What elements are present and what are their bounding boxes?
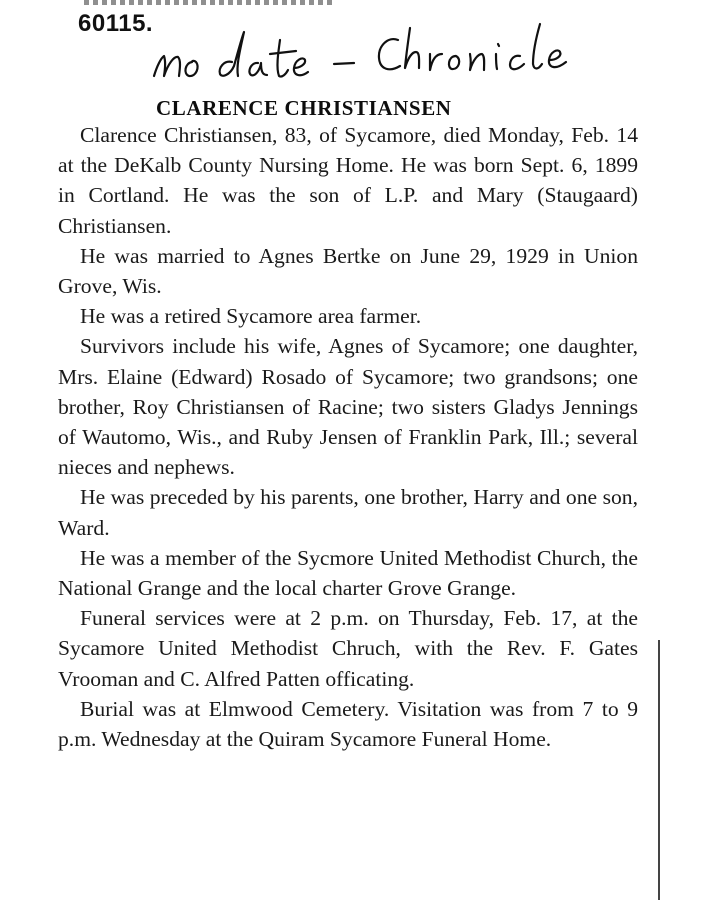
- paragraph-membership: He was a member of the Sycmore United Methodist Church, the National Grange and the local charter Grove Grange.: [58, 545, 638, 601]
- paragraph-funeral: Funeral services were at 2 p.m. on Thursday, Feb. 17, at the Sycamore United Methodist Chruch, with the Rev. F. Gates Vrooman and C. Alfred Patten officating.: [58, 606, 638, 691]
- paragraph-death: Clarence Christiansen, 83, of Sycamore, died Monday, Feb. 14 at the DeKalb County Nursing Home. He was born Sept. 6, 1899 in Cortland. He was the son of L.P. and Mary (Staugaard) Christiansen.: [58, 123, 638, 238]
- column-rule: [658, 640, 660, 900]
- clipping-cut-edge: [84, 0, 334, 5]
- paragraph-burial: Burial was at Elmwood Cemetery. Visitation was from 7 to 9 p.m. Wednesday at the Quiram Sycamore Funeral Home.: [58, 696, 638, 752]
- obituary-headline: CLARENCE CHRISTIANSEN: [156, 96, 452, 120]
- paragraph-survivors: Survivors include his wife, Agnes of Sycamore; one daughter, Mrs. Elaine (Edward) Rosado of Sycamore; two grandsons; one brother, Roy Christiansen of Racine; two sisters Gladys Jennings of Wautomo, Wis., and Ruby Jensen of Franklin Park, Ill.; several nieces and nephews.: [58, 334, 638, 480]
- paragraph-marriage: He was married to Agnes Bertke on June 29, 1929 in Union Grove, Wis.: [58, 243, 638, 299]
- paragraph-occupation: He was a retired Sycamore area farmer.: [80, 304, 422, 329]
- clipping-id: 60115.: [78, 10, 154, 37]
- paragraph-preceded: He was preceded by his parents, one brother, Harry and one son, Ward.: [58, 485, 638, 540]
- handwritten-note: [148, 10, 618, 98]
- obituary-body: [58, 120, 638, 754]
